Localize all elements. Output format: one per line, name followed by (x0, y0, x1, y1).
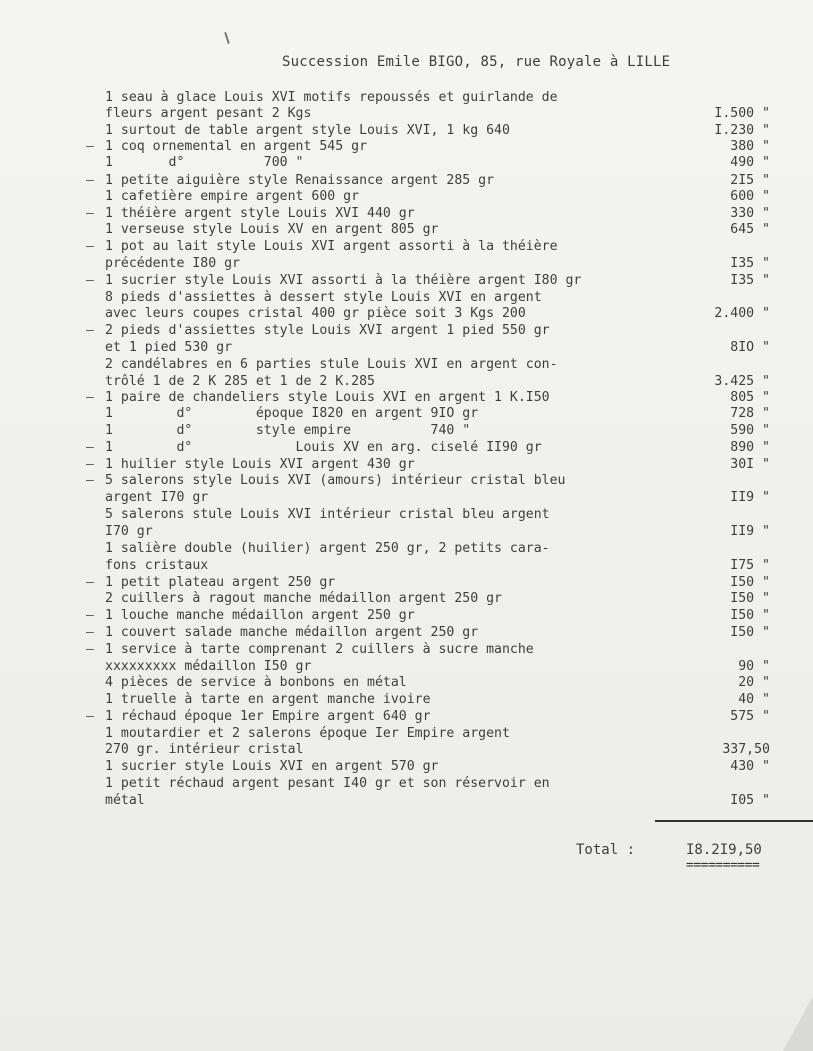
line-price: 890 " (730, 440, 770, 455)
inventory-line: 1 seau à glace Louis XVI motifs repoussés et guirlande de (105, 90, 558, 105)
inventory-line: 1 huilier style Louis XVI argent 430 gr (105, 457, 415, 472)
inventory-line: précédente I80 gr (105, 256, 240, 271)
inventory-line: 8 pieds d'assiettes à dessert style Louis XVI en argent (105, 290, 542, 305)
inventory-line: 1 moutardier et 2 salerons époque Ier Empire argent (105, 726, 510, 741)
inventory-line: 5 salerons style Louis XVI (amours) intérieur cristal bleu (105, 473, 566, 488)
inventory-line: 5 salerons stule Louis XVI intérieur cristal bleu argent (105, 507, 550, 522)
line-price: 2I5 " (730, 173, 770, 188)
inventory-line: 1 pot au lait style Louis XVI argent assorti à la théière (105, 239, 558, 254)
line-price: I.500 " (714, 106, 770, 121)
check-dash-mark: – (86, 323, 94, 338)
line-price: 380 " (730, 139, 770, 154)
inventory-line: 270 gr. intérieur cristal (105, 742, 304, 757)
line-price: I50 " (730, 591, 770, 606)
line-price: 490 " (730, 155, 770, 170)
total-value: I8.2I9,50 (686, 842, 762, 858)
inventory-line: 1 paire de chandeliers style Louis XVI en argent 1 K.I50 (105, 390, 550, 405)
check-dash-mark: – (86, 473, 94, 488)
line-price: I50 " (730, 575, 770, 590)
line-price: 600 " (730, 189, 770, 204)
inventory-line: xxxxxxxxx médaillon I50 gr (105, 659, 312, 674)
check-dash-mark: – (86, 440, 94, 455)
inventory-line: argent I70 gr (105, 490, 209, 505)
line-price: 2.400 " (714, 306, 770, 321)
inventory-line: 1 d° 700 " (105, 155, 304, 170)
line-price: II9 " (730, 524, 770, 539)
line-price: 430 " (730, 759, 770, 774)
check-dash-mark: – (86, 139, 94, 154)
inventory-line: 1 cafetière empire argent 600 gr (105, 189, 360, 204)
line-price: 330 " (730, 206, 770, 221)
inventory-line: 1 surtout de table argent style Louis XVI, 1 kg 640 (105, 123, 510, 138)
inventory-line: 1 petite aiguière style Renaissance argent 285 gr (105, 173, 495, 188)
inventory-line: 1 verseuse style Louis XV en argent 805 gr (105, 222, 439, 237)
inventory-line: 1 petit réchaud argent pesant I40 gr et son réservoir en (105, 776, 550, 791)
line-price: 590 " (730, 423, 770, 438)
line-price: I75 " (730, 558, 770, 573)
line-price: I50 " (730, 608, 770, 623)
total-label: Total : (576, 842, 636, 858)
total-rule (655, 820, 813, 822)
inventory-line: 1 coq ornemental en argent 545 gr (105, 139, 368, 154)
inventory-line: 1 salière double (huilier) argent 250 gr, 2 petits cara- (105, 541, 550, 556)
line-price: I35 " (730, 256, 770, 271)
inventory-line: I70 gr (105, 524, 153, 539)
inventory-line: 1 d° style empire 740 " (105, 423, 471, 438)
inventory-line: fons cristaux (105, 558, 209, 573)
check-dash-mark: – (86, 206, 94, 221)
inventory-line: fleurs argent pesant 2 Kgs (105, 106, 312, 121)
document-heading: Succession Emile BIGO, 85, rue Royale à LILLE (282, 54, 671, 70)
inventory-line: 2 pieds d'assiettes style Louis XVI argent 1 pied 550 gr (105, 323, 550, 338)
inventory-line: métal (105, 793, 145, 808)
line-price: 40 " (738, 692, 770, 707)
line-price: 90 " (738, 659, 770, 674)
line-price: 575 " (730, 709, 770, 724)
inventory-line: 1 théière argent style Louis XVI 440 gr (105, 206, 415, 221)
inventory-line: 1 louche manche médaillon argent 250 gr (105, 608, 415, 623)
pen-mark (224, 32, 230, 44)
line-price: 20 " (738, 675, 770, 690)
line-price: I05 " (730, 793, 770, 808)
inventory-line: 1 truelle à tarte en argent manche ivoire (105, 692, 431, 707)
line-price: II9 " (730, 490, 770, 505)
inventory-line: 2 candélabres en 6 parties stule Louis XVI en argent con- (105, 357, 558, 372)
check-dash-mark: – (86, 273, 94, 288)
inventory-line: 1 couvert salade manche médaillon argent 250 gr (105, 625, 479, 640)
check-dash-mark: – (86, 457, 94, 472)
inventory-line: 1 réchaud époque 1er Empire argent 640 gr (105, 709, 431, 724)
inventory-line: 1 sucrier style Louis XVI assorti à la théière argent I80 gr (105, 273, 582, 288)
line-price: 30I " (730, 457, 770, 472)
inventory-line: 2 cuillers à ragout manche médaillon argent 250 gr (105, 591, 502, 606)
inventory-line: avec leurs coupes cristal 400 gr pièce soit 3 Kgs 200 (105, 306, 526, 321)
inventory-line: 1 d° époque I820 en argent 9IO gr (105, 406, 479, 421)
line-price: I50 " (730, 625, 770, 640)
line-price: I35 " (730, 273, 770, 288)
line-price: 3.425 " (714, 374, 770, 389)
page-fold (783, 996, 813, 1051)
line-price: 805 " (730, 390, 770, 405)
inventory-line: 1 service à tarte comprenant 2 cuillers à sucre manche (105, 642, 534, 657)
line-price: 8IO " (730, 340, 770, 355)
check-dash-mark: – (86, 642, 94, 657)
check-dash-mark: – (86, 173, 94, 188)
line-price: I.230 " (714, 123, 770, 138)
inventory-line: et 1 pied 530 gr (105, 340, 233, 355)
line-price: 337,50 (722, 742, 770, 757)
check-dash-mark: – (86, 608, 94, 623)
total-underline: ========== (686, 858, 760, 873)
check-dash-mark: – (86, 390, 94, 405)
inventory-line: 4 pièces de service à bonbons en métal (105, 675, 407, 690)
check-dash-mark: – (86, 625, 94, 640)
inventory-line: 1 petit plateau argent 250 gr (105, 575, 336, 590)
line-price: 728 " (730, 406, 770, 421)
check-dash-mark: – (86, 239, 94, 254)
line-price: 645 " (730, 222, 770, 237)
inventory-line: 1 sucrier style Louis XVI en argent 570 gr (105, 759, 439, 774)
check-dash-mark: – (86, 709, 94, 724)
check-dash-mark: – (86, 575, 94, 590)
inventory-line: 1 d° Louis XV en arg. ciselé II90 gr (105, 440, 542, 455)
inventory-line: trôlé 1 de 2 K 285 et 1 de 2 K.285 (105, 374, 375, 389)
